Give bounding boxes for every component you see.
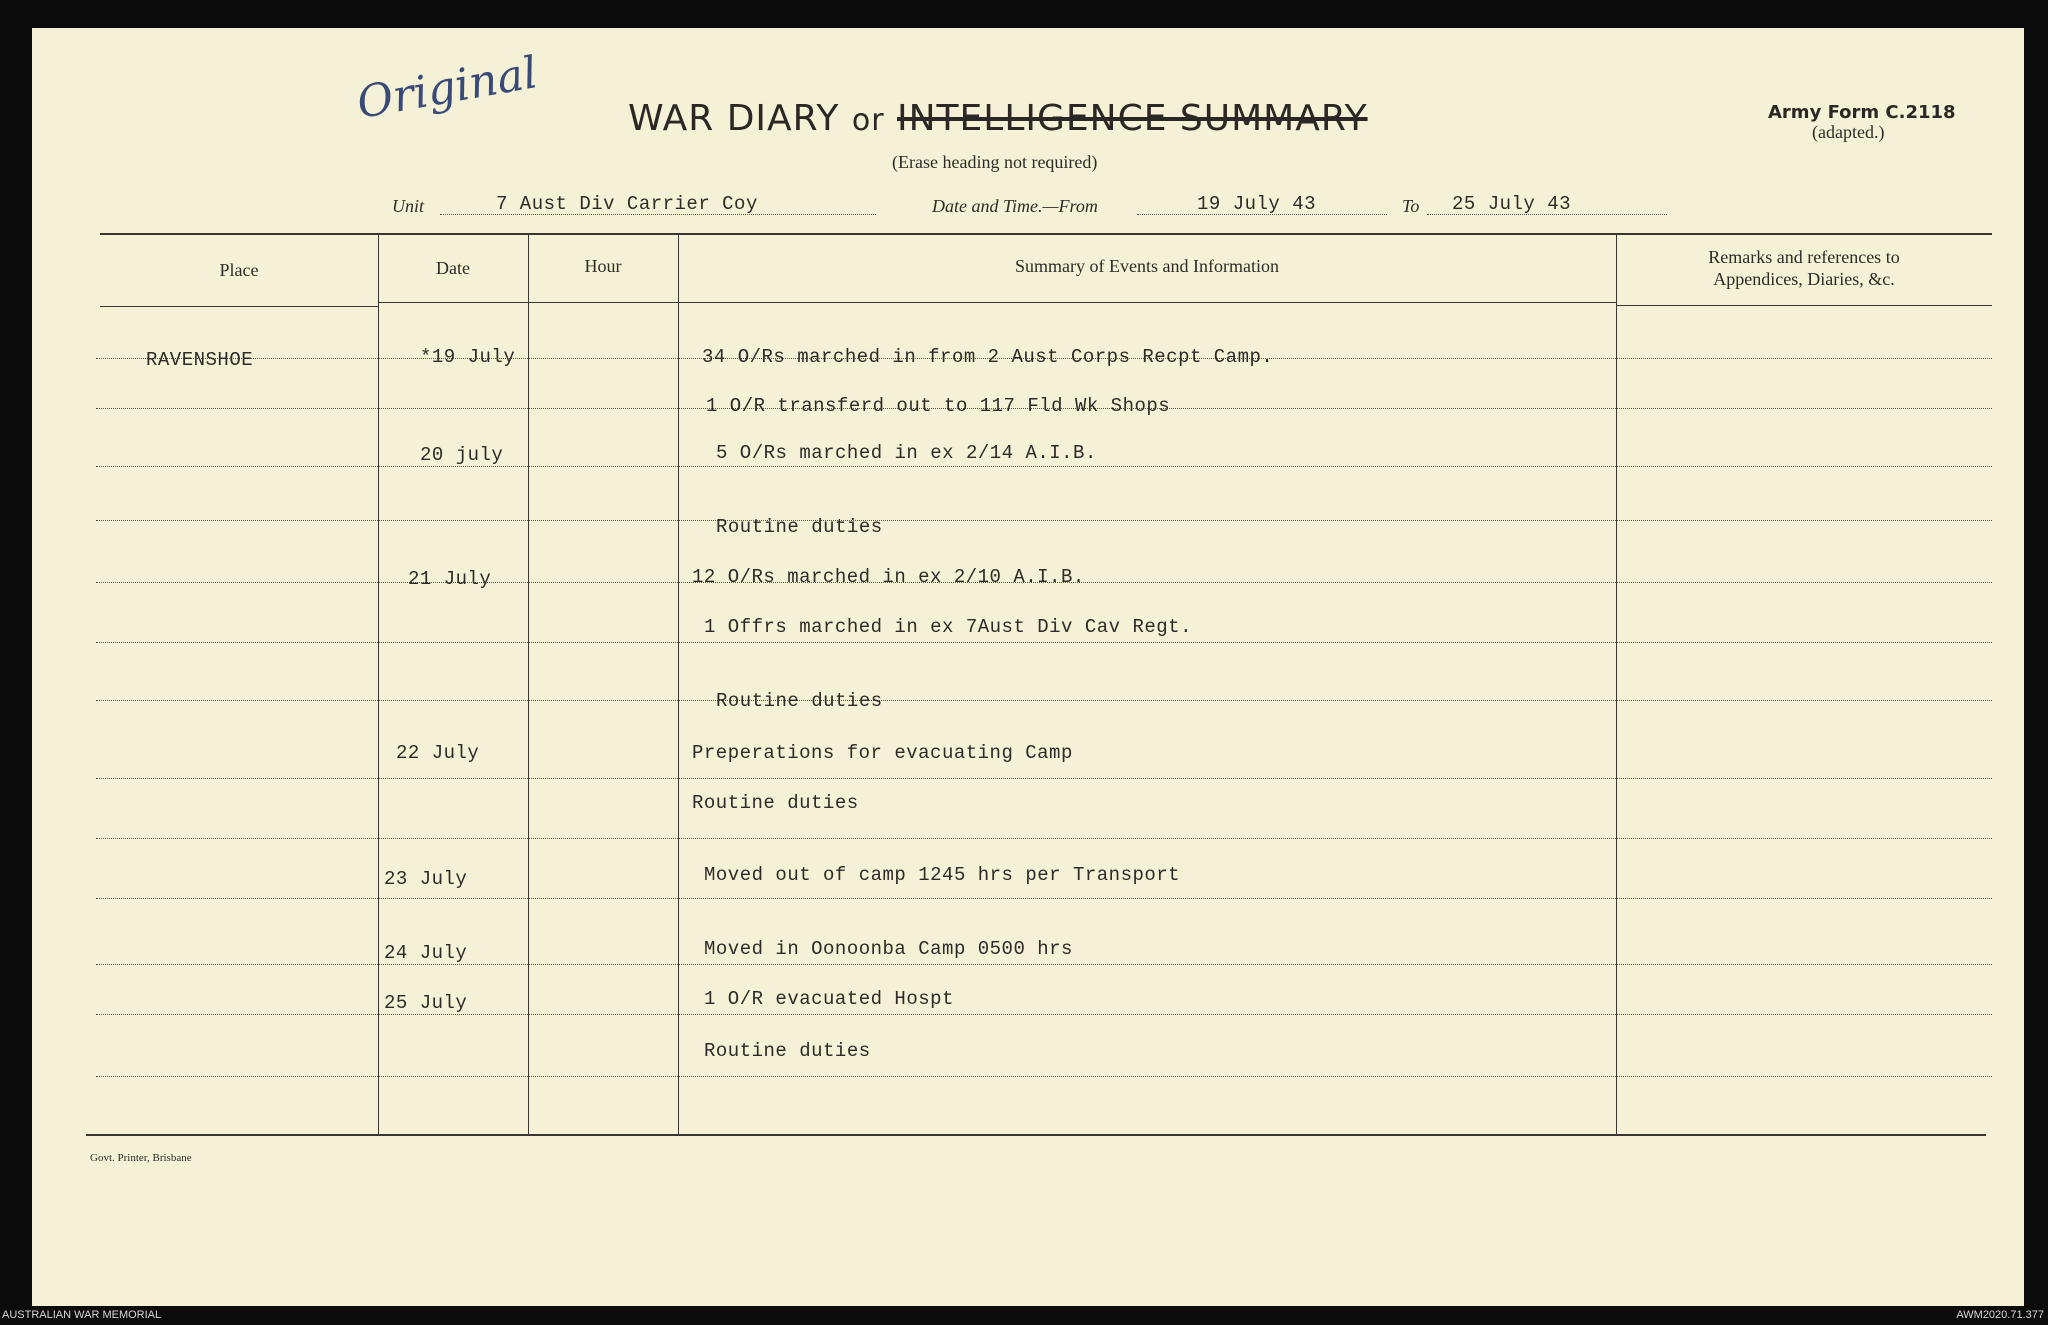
diary-page bbox=[32, 28, 2024, 1306]
entry-text: Moved in Oonoonba Camp 0500 hrs bbox=[704, 938, 1073, 960]
row-rule bbox=[96, 964, 1992, 965]
archive-credit: AUSTRALIAN WAR MEMORIAL bbox=[2, 1309, 162, 1321]
entry-text: 5 O/Rs marched in ex 2/14 A.I.B. bbox=[716, 442, 1097, 464]
header-rule-place bbox=[100, 306, 378, 307]
archive-reference: AWM2020.71.377 bbox=[1956, 1309, 2044, 1321]
remarks-line-1: Remarks and references to bbox=[1708, 247, 1900, 267]
row-rule bbox=[96, 466, 1992, 467]
to-label: To bbox=[1402, 196, 1420, 216]
header-rule-main bbox=[378, 302, 1616, 303]
printer-imprint: Govt. Printer, Brisbane bbox=[90, 1152, 192, 1164]
title-struck: INTELLIGENCE SUMMARY bbox=[897, 98, 1368, 139]
entry-place: RAVENSHOE bbox=[146, 349, 254, 371]
entry-text: 12 O/Rs marched in ex 2/10 A.I.B. bbox=[692, 566, 1085, 588]
header-rule-remarks bbox=[1616, 305, 1992, 306]
to-value: 25 July 43 bbox=[1452, 193, 1572, 215]
form-label: Army Form C.2118 bbox=[1768, 102, 1956, 123]
col-divider-date bbox=[528, 234, 529, 1134]
entry-text: Routine duties bbox=[716, 690, 883, 712]
handwritten-note: Original bbox=[353, 47, 542, 129]
row-rule bbox=[96, 778, 1992, 779]
remarks-line-2: Appendices, Diaries, &c. bbox=[1713, 269, 1895, 289]
entry-text: Routine duties bbox=[704, 1040, 871, 1062]
col-divider-summary bbox=[1616, 234, 1617, 1134]
row-rule bbox=[96, 700, 1992, 701]
entry-text: 1 O/R evacuated Hospt bbox=[704, 988, 954, 1010]
col-header-remarks bbox=[1616, 246, 1992, 290]
unit-value: 7 Aust Div Carrier Coy bbox=[496, 193, 758, 215]
entry-text: Preperations for evacuating Camp bbox=[692, 742, 1073, 764]
table-bottom-rule bbox=[86, 1134, 1986, 1136]
form-sub: (adapted.) bbox=[1812, 122, 1885, 142]
col-header-date: Date bbox=[436, 258, 470, 278]
entry-date: 20 july bbox=[420, 444, 504, 466]
row-rule bbox=[96, 1014, 1992, 1015]
entry-date: 25 July bbox=[384, 992, 468, 1014]
row-rule bbox=[96, 520, 1992, 521]
entry-text: 1 Offrs marched in ex 7Aust Div Cav Regt. bbox=[704, 616, 1192, 638]
title-main: WAR DIARY bbox=[628, 98, 840, 139]
col-divider-place bbox=[378, 234, 379, 1134]
title-or: or bbox=[851, 103, 885, 138]
row-rule bbox=[96, 838, 1992, 839]
entry-text: Moved out of camp 1245 hrs per Transport bbox=[704, 864, 1181, 886]
datetime-label: Date and Time.—From bbox=[932, 196, 1098, 216]
entry-date: 24 July bbox=[384, 942, 468, 964]
entry-text: Routine duties bbox=[692, 792, 859, 814]
entry-date: 21 July bbox=[408, 568, 492, 590]
col-header-place: Place bbox=[219, 260, 259, 280]
col-divider-hour bbox=[678, 234, 679, 1134]
from-value: 19 July 43 bbox=[1197, 193, 1317, 215]
row-rule bbox=[96, 1076, 1992, 1077]
entry-text: 34 O/Rs marched in from 2 Aust Corps Recpt Camp. bbox=[702, 346, 1274, 368]
row-rule bbox=[96, 642, 1992, 643]
entry-date: *19 July bbox=[420, 346, 516, 368]
entry-date: 22 July bbox=[396, 742, 480, 764]
row-rule bbox=[96, 898, 1992, 899]
page-title bbox=[628, 98, 1368, 139]
unit-label: Unit bbox=[392, 196, 425, 216]
entry-date: 23 July bbox=[384, 868, 468, 890]
col-header-hour: Hour bbox=[584, 256, 622, 276]
erase-note: (Erase heading not required) bbox=[892, 152, 1098, 172]
table-top-rule bbox=[100, 233, 1992, 235]
col-header-summary: Summary of Events and Information bbox=[1015, 256, 1279, 276]
entry-text: 1 O/R transferd out to 117 Fld Wk Shops bbox=[706, 395, 1171, 417]
entry-text: Routine duties bbox=[716, 516, 883, 538]
